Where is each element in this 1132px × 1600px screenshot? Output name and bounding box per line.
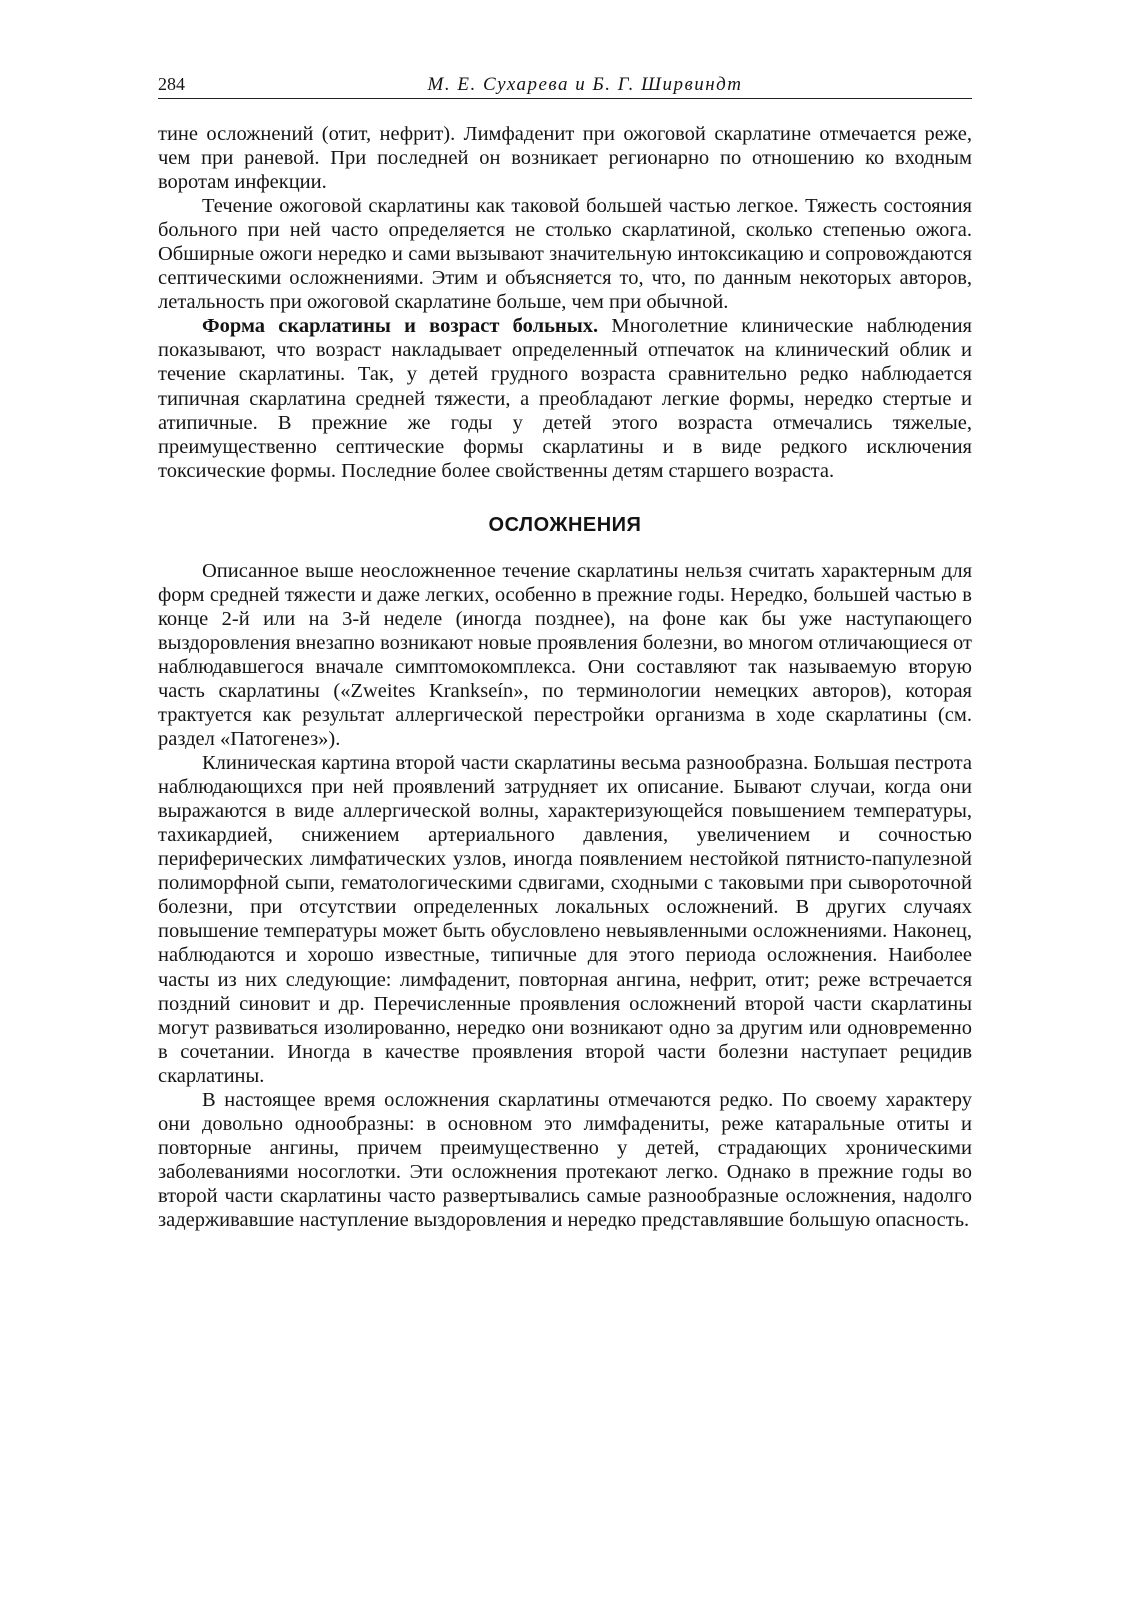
run-in-heading: Форма скарлатины и возраст больных. xyxy=(202,315,599,338)
page-body xyxy=(158,122,972,1232)
paragraph-age-form xyxy=(158,314,972,482)
paragraph-clinical-picture: Клиническая картина второй части скарлатины весьма разнообразна. Большая пестрота наблюдающихся при ней проявлений затрудняет их описание. Бывают случаи, когда они выражаются в виде аллергической волны, характеризующейся повышением температуры, тахикардией, снижением артериального давления, увеличением и сочностью периферических лимфатических узлов, иногда появлением нестойкой пятнисто-папулезной полиморфной сыпи, гематологическими сдвигами, сходными с таковыми при сывороточной болезни, при отсутствии определенных локальных осложнений. В других случаях повышение температуры может быть обусловлено невыявленными осложнениями. Наконец, наблюдаются и хорошо известные, типичные для этого периода осложнения. Наиболее часты из них следующие: лимфаденит, повторная ангина, нефрит, отит; реже встречается поздний синовит и др. Перечисленные проявления осложнений второй части скарлатины могут развиваться изолированно, нередко они возникают одно за другим или одновременно в сочетании. Иногда в качестве проявления второй части болезни наступает рецидив скарлатины. xyxy=(158,752,972,1087)
page-header xyxy=(158,72,972,99)
paragraph-continuation: тине осложнений (отит, нефрит). Лимфаденит при ожоговой скарлатине отмечается реже, чем при раневой. При последней он возникает регионарно по отношению ко входным воротам инфекции. xyxy=(158,123,972,194)
section-heading-complications: ОСЛОЖНЕНИЯ xyxy=(488,513,642,536)
paragraph-present-time: В настоящее время осложнения скарлатины отмечаются редко. По своему характеру они довольно однообразны: в основном это лимфадениты, реже катаральные отиты и повторные ангины, причем преимущественно у детей, страдающих хроническими заболеваниями носоглотки. Эти осложнения протекают легко. Однако в прежние годы во второй части скарлатины часто развертывались самые разнообразные осложнения, надолго задерживавшие наступление выздоровления и нередко представлявшие большую опасность. xyxy=(158,1088,972,1231)
paragraph-second-part: Описанное выше неосложненное течение скарлатины нельзя считать характерным для форм средней тяжести и даже легких, особенно в прежние годы. Нередко, большей частью в конце 2-й или на 3-й неделе (иногда позднее), на фоне как бы уже наступающего выздоровления внезапно возникают новые проявления болезни, во многом отличающиеся от наблюдавшегося вначале симптомокомплекса. Они составляют так называемую вторую часть скарлатины («Zweites Krankseín», по терминологии немецких авторов), которая трактуется как результат аллергической перестройки организма в ходе скарлатины (см. раздел «Патогенез»). xyxy=(158,559,972,751)
running-head: М. Е. Сухарева и Б. Г. Ширвиндт xyxy=(427,74,743,95)
paragraph-age-form-text: Многолетние клинические наблюдения показывают, что возраст накладывает определенный отпечаток на клинический облик и течение скарлатины. Так, у детей грудного возраста сравнительно редко наблюдается типичная скарлатина средней тяжести, а преобладают легкие формы, нередко стертые и атипичные. В прежние же годы у детей этого возраста отмечались тяжелые, преимущественно септические формы скарлатины и в виде редкого исключения токсические формы. Последние более свойственны детям старшего возраста. xyxy=(158,315,972,482)
page-number: 284 xyxy=(158,74,185,94)
paragraph-burn-scarlet-fever-course: Течение ожоговой скарлатины как таковой большей частью легкое. Тяжесть состояния больного при ней часто определяется не столько скарлатиной, сколько степенью ожога. Обширные ожоги нередко и сами вызывают значительную интоксикацию и сопровождаются септическими осложнениями. Этим и объясняется то, что, по данным некоторых авторов, летальность при ожоговой скарлатине больше, чем при обычной. xyxy=(158,195,972,314)
